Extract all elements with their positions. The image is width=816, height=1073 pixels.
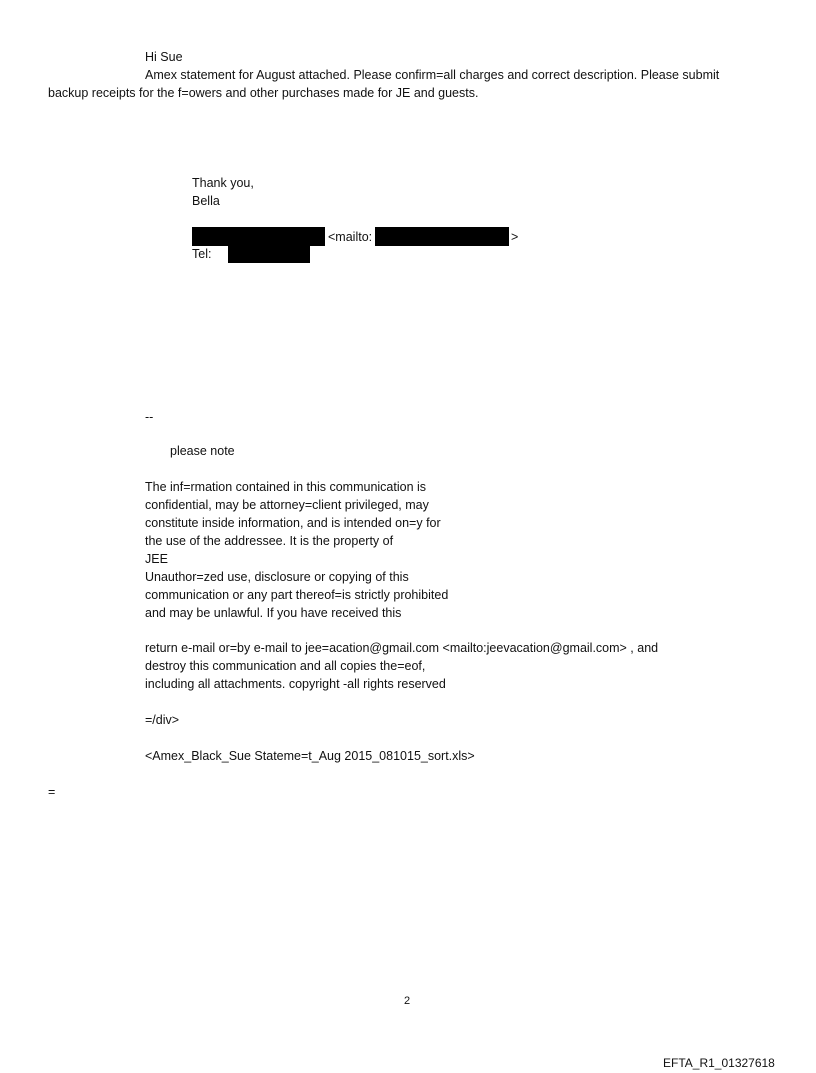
signature-mailto-open: <mailto: — [328, 230, 373, 244]
page-number: 2 — [404, 995, 411, 1007]
disclaimer-line: constitute inside information, and is intended on=y for — [145, 516, 441, 530]
disclaimer-line: JEE — [145, 552, 168, 566]
disclaimer-line: The inf=rmation contained in this communication is — [145, 480, 427, 494]
disclaimer-line: and may be unlawful. If you have received this — [145, 606, 402, 620]
trailing-equals: = — [48, 785, 56, 799]
disclaimer-line: Unauthor=zed use, disclosure or copying of this — [145, 570, 409, 584]
disclaimer-line: the use of the addressee. It is the property of — [145, 534, 394, 548]
note-heading: please note — [170, 444, 235, 458]
disclaimer-return-line: destroy this communication and all copies the=eof, — [145, 659, 426, 673]
disclaimer-return-line: return e-mail or=by e-mail to jee=acation@gmail.com <mailto:jeevacation@gmail.com> , and — [145, 641, 659, 655]
email-body-line: Amex statement for August attached. Please confirm=all charges and correct description. Please submit — [145, 68, 720, 82]
attachment-filename: <Amex_Black_Sue Stateme=t_Aug 2015_081015_sort.xls> — [145, 749, 475, 763]
signature-mailto-close: > — [511, 230, 519, 244]
signature-closing: Thank you, — [192, 176, 254, 190]
greeting: Hi Sue — [145, 50, 183, 64]
redaction-block — [228, 245, 310, 263]
redaction-block — [192, 227, 325, 246]
disclaimer-line: communication or any part thereof=is strictly prohibited — [145, 588, 449, 602]
redaction-block — [375, 227, 509, 246]
signature-tel-label: Tel: — [192, 247, 212, 261]
disclaimer-return-line: including all attachments. copyright -all rights reserved — [145, 677, 446, 691]
disclaimer-line: confidential, may be attorney=client privileged, may — [145, 498, 429, 512]
signature-separator: -- — [145, 410, 154, 424]
div-close-text: =/div> — [145, 713, 180, 727]
email-body-line: backup receipts for the f=owers and other purchases made for JE and guests. — [48, 86, 479, 100]
document-id: EFTA_R1_01327618 — [663, 1056, 775, 1070]
signature-name: Bella — [192, 194, 220, 208]
